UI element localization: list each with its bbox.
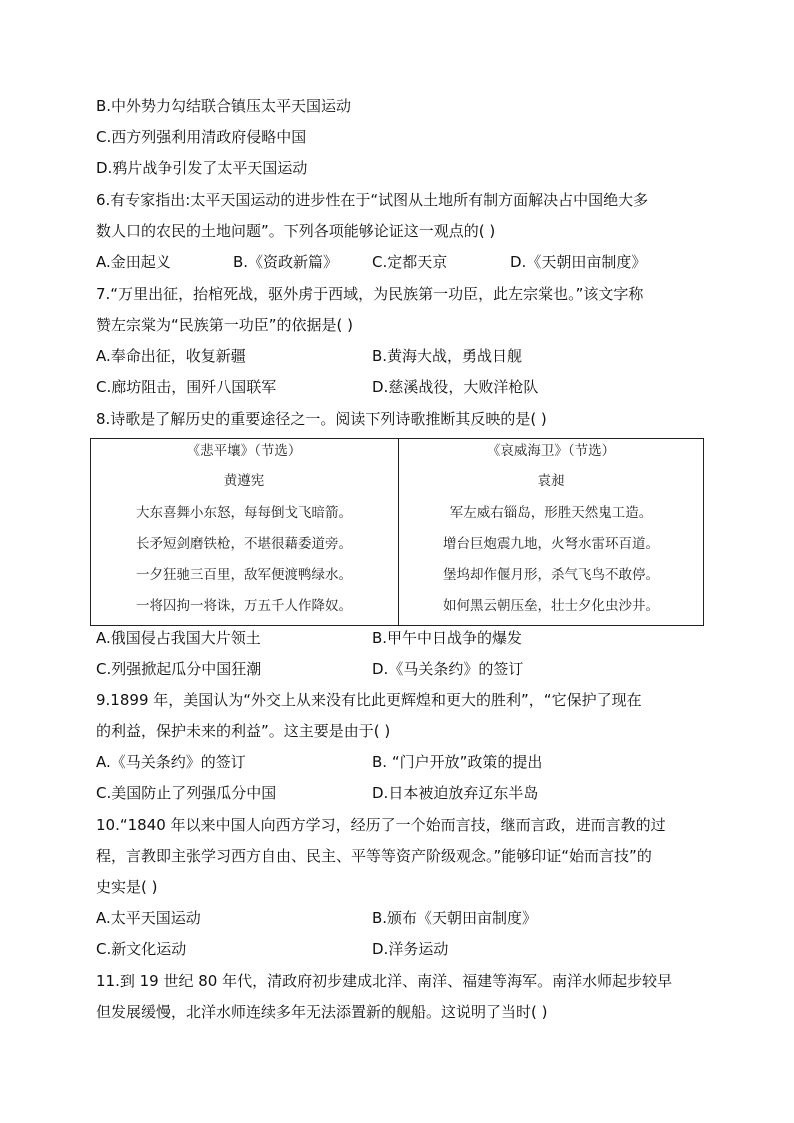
poem-left-title: 《悲平壤》（节选） (186, 443, 302, 459)
q8-option-b: B.甲午中日战争的爆发 (372, 629, 523, 647)
q5-option-b: B.中外势力勾结联合镇压太平天国运动 (96, 97, 352, 115)
q6-option-b: B.《资政新篇》 (233, 253, 339, 271)
q9-option-d: D.日本被迫放弃辽东半岛 (372, 784, 539, 802)
poem-right-line: 军左威右锱岛，形胜天然鬼工造。 (449, 505, 653, 521)
poem-left-line: 长矛短剑磨铁枪，不堪很藉委道旁。 (136, 536, 352, 552)
poem-right-author: 袁昶 (537, 473, 565, 489)
q9-option-a: A.《马关条约》的签订 (96, 753, 246, 771)
q7-option-a: A.奉命出征，收复新疆 (96, 347, 246, 365)
q9-option-c: C.美国防止了列强瓜分中国 (96, 784, 277, 802)
q10-option-c: C.新文化运动 (96, 940, 187, 958)
q6-stem-line-1: 6.有专家指出:太平天国运动的进步性在于“试图从土地所有制方面解决占中国绝大多 (96, 191, 649, 209)
poem-left-line: 一夕狂驰三百里，敌军便渡鸭绿水。 (136, 567, 352, 583)
q9-stem-line-1: 9.1899 年，美国认为“外交上从来没有比此更辉煌和更大的胜利”，“它保护了现在 (96, 691, 642, 709)
q10-option-b: B.颁布《天朝田亩制度》 (372, 909, 538, 927)
q10-option-a: A.太平天国运动 (96, 909, 201, 927)
q9-stem-line-2: 的利益，保护未来的利益”。这主要是由于( ) (96, 722, 391, 740)
poem-right-title: 《哀威海卫》（节选） (486, 443, 616, 459)
q5-option-d: D.鸦片战争引发了太平天国运动 (96, 159, 308, 177)
q7-option-d: D.慈溪战役，大败洋枪队 (372, 378, 539, 396)
q10-option-d: D.洋务运动 (372, 940, 449, 958)
q10-stem-line-1: 10.“1840 年以来中国人向西方学习，经历了一个始而言技，继而言政，进而言教的过 (96, 816, 666, 834)
q8-option-a: A.俄国侵占我国大片领土 (96, 629, 261, 647)
q10-stem-line-2: 程，言教即主张学习西方自由、民主、平等等资产阶级观念。”能够印证“始而言技”的 (96, 847, 652, 865)
q8-option-c: C.列强掀起瓜分中国狂潮 (96, 660, 262, 678)
poem-left-line: 大东喜舞小东怒，每每倒戈飞暗箭。 (136, 505, 352, 521)
q6-option-a: A.金田起义 (96, 253, 171, 271)
q6-stem-line-2: 数人口的农民的土地问题”。下列各项能够论证这一观点的( ) (96, 222, 496, 240)
q7-stem-line-1: 7.“万里出征，抬棺死战，驱外虏于西域，为民族第一功臣，此左宗棠也。”该文字称 (96, 285, 644, 303)
poem-left-author: 黄遵宪 (223, 473, 265, 489)
poem-left-line: 一将囚拘一将诛，万五千人作降奴。 (136, 598, 352, 614)
q8-option-d: D.《马关条约》的签订 (372, 660, 524, 678)
q6-option-d: D.《天朝田亩制度》 (510, 253, 647, 271)
q7-option-b: B.黄海大战，勇战日舰 (372, 347, 523, 365)
q11-stem-line-1: 11.到 19 世纪 80 年代，清政府初步建成北洋、南洋、福建等海军。南洋水师起步较早 (96, 972, 673, 990)
poem-left (91, 439, 397, 625)
q8-stem-line-1: 8.诗歌是了解历史的重要途径之一。阅读下列诗歌推断其反映的是( ) (96, 410, 547, 428)
q9-option-b: B. “门户开放”政策的提出 (372, 753, 543, 771)
poem-right-line: 堡坞却作偃月形，杀气飞鸟不敢停。 (443, 567, 659, 583)
poem-right (398, 439, 704, 625)
poem-right-line: 增台巨炮震九地，火弩水雷环百道。 (443, 536, 659, 552)
q11-stem-line-2: 但发展缓慢，北洋水师连续多年无法添置新的舰船。这说明了当时( ) (96, 1003, 548, 1021)
q6-option-c: C.定都天京 (372, 253, 448, 271)
q7-stem-line-2: 赞左宗棠为“民族第一功臣”的依据是( ) (96, 316, 354, 334)
poem-right-line: 如何黑云朝压垒，壮士夕化虫沙井。 (443, 598, 659, 614)
q10-stem-line-3: 史实是( ) (96, 878, 158, 896)
poem-table (90, 438, 704, 626)
q5-option-c: C.西方列强利用清政府侵略中国 (96, 128, 307, 146)
q7-option-c: C.廊坊阻击，围歼八国联军 (96, 378, 277, 396)
